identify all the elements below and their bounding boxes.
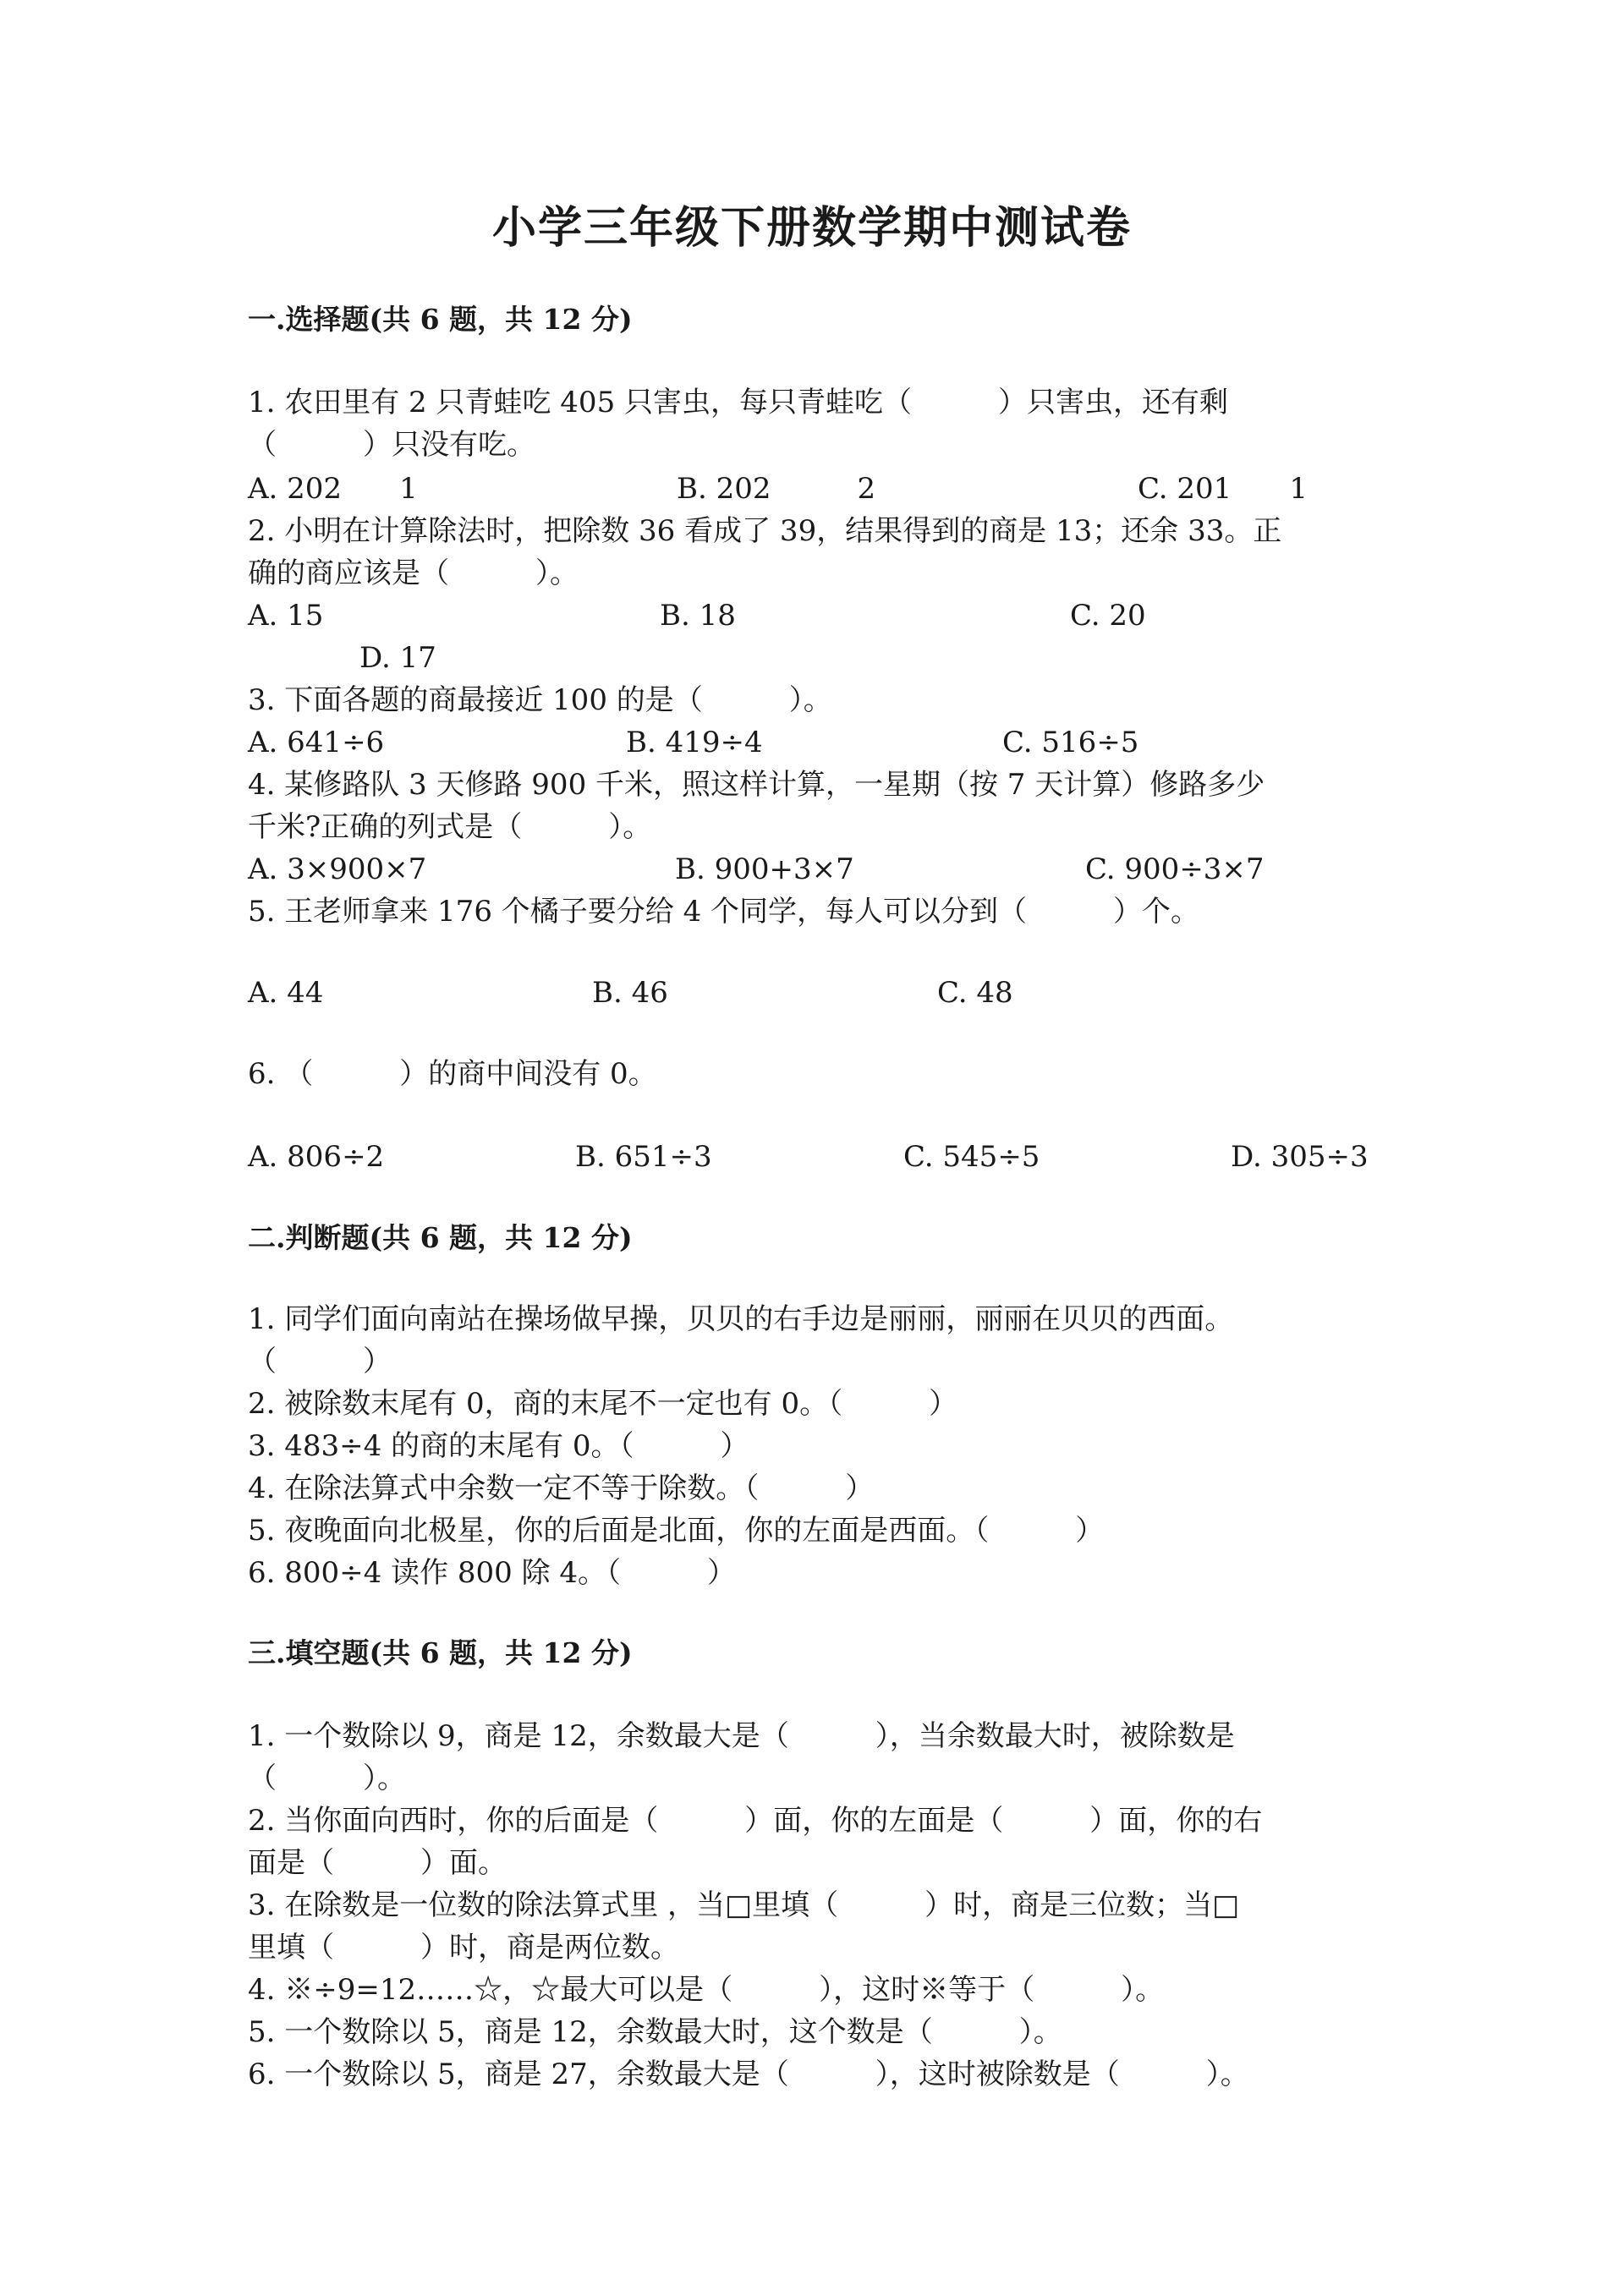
section-heading-fill-blank: 三.填空题(共 6 题，共 12 分): [248, 1636, 633, 1669]
option-c: C. 20: [1070, 599, 1146, 633]
option-c: C. 516÷5: [1002, 726, 1139, 759]
option-b: B. 18: [660, 599, 736, 633]
question-text: 2. 小明在计算除法时，把除数 36 看成了 39，结果得到的商是 13；还余 33。正: [248, 514, 1282, 548]
question-text: 4. 在除法算式中余数一定不等于除数。（ ）: [248, 1471, 875, 1505]
question-text: 6. 800÷4 读作 800 除 4。（ ）: [248, 1556, 737, 1590]
question-text: 6. 一个数除以 5，商是 27，余数最大是（ ），这时被除数是（ ）。: [248, 2058, 1249, 2091]
question-text: 里填（ ）时，商是两位数。: [248, 1931, 679, 1964]
section-heading-judgement: 二.判断题(共 6 题，共 12 分): [248, 1221, 633, 1254]
option-b: B. 202 2: [677, 472, 876, 506]
question-text: 6. （ ）的商中间没有 0。: [248, 1057, 657, 1091]
option-a: A. 641÷6: [248, 726, 385, 759]
question-text: 2. 被除数末尾有 0，商的末尾不一定也有 0。（ ）: [248, 1387, 958, 1421]
question-text: 3. 483÷4 的商的末尾有 0。（ ）: [248, 1429, 749, 1463]
question-text: （ ）。: [248, 1762, 406, 1795]
question-text: 1. 同学们面向南站在操场做早操，贝贝的右手边是丽丽，丽丽在贝贝的西面。: [248, 1302, 1234, 1336]
option-b: B. 46: [592, 976, 668, 1010]
option-c: C. 900÷3×7: [1085, 852, 1265, 886]
question-text: 5. 夜晚面向北极星，你的后面是北面，你的左面是西面。（ ）: [248, 1514, 1105, 1548]
option-a: A. 806÷2: [248, 1140, 385, 1174]
question-text: 1. 农田里有 2 只青蛙吃 405 只害虫，每只青蛙吃（ ）只害虫，还有剩: [248, 386, 1229, 419]
question-text: 千米?正确的列式是（ ）。: [248, 810, 652, 844]
question-text: 4. ※÷9=12……☆，☆最大可以是（ ），这时※等于（ ）。: [248, 1973, 1165, 2007]
question-text: 1. 一个数除以 9，商是 12，余数最大是（ ），当余数最大时，被除数是: [248, 1719, 1235, 1753]
option-a: A. 44: [248, 976, 324, 1010]
question-text: 5. 一个数除以 5，商是 12，余数最大时，这个数是（ ）。: [248, 2015, 1062, 2049]
option-b: B. 651÷3: [575, 1140, 712, 1174]
question-text: 3. 在除数是一位数的除法算式里 ，当□里填（ ）时，商是三位数；当□: [248, 1888, 1240, 1922]
question-text: （ ）只没有吃。: [248, 428, 535, 462]
option-a: A. 202 1: [248, 472, 418, 506]
option-d: D. 17: [359, 641, 436, 675]
section-heading-choice: 一.选择题(共 6 题，共 12 分): [248, 303, 633, 336]
question-text: 面是（ ）面。: [248, 1846, 507, 1880]
option-b: B. 419÷4: [626, 726, 763, 759]
option-b: B. 900+3×7: [675, 852, 854, 886]
option-a: A. 3×900×7: [248, 852, 427, 886]
question-text: 2. 当你面向西时，你的后面是（ ）面，你的左面是（ ）面，你的右: [248, 1804, 1263, 1838]
page-title: 小学三年级下册数学期中测试卷: [491, 202, 1132, 254]
option-c: C. 201 1: [1138, 472, 1308, 506]
option-d: D. 305÷3: [1231, 1140, 1369, 1174]
question-text: 3. 下面各题的商最接近 100 的是（ ）。: [248, 683, 832, 717]
option-c: C. 48: [937, 976, 1013, 1010]
question-text: 4. 某修路队 3 天修路 900 千米，照这样计算，一星期（按 7 天计算）修路多少: [248, 768, 1265, 802]
option-a: A. 15: [248, 599, 324, 633]
option-c: C. 545÷5: [903, 1140, 1040, 1174]
question-text: 确的商应该是（ ）。: [248, 556, 579, 590]
question-text: 5. 王老师拿来 176 个橘子要分给 4 个同学，每人可以分到（ ）个。: [248, 895, 1200, 929]
question-text: （ ）: [248, 1345, 392, 1378]
